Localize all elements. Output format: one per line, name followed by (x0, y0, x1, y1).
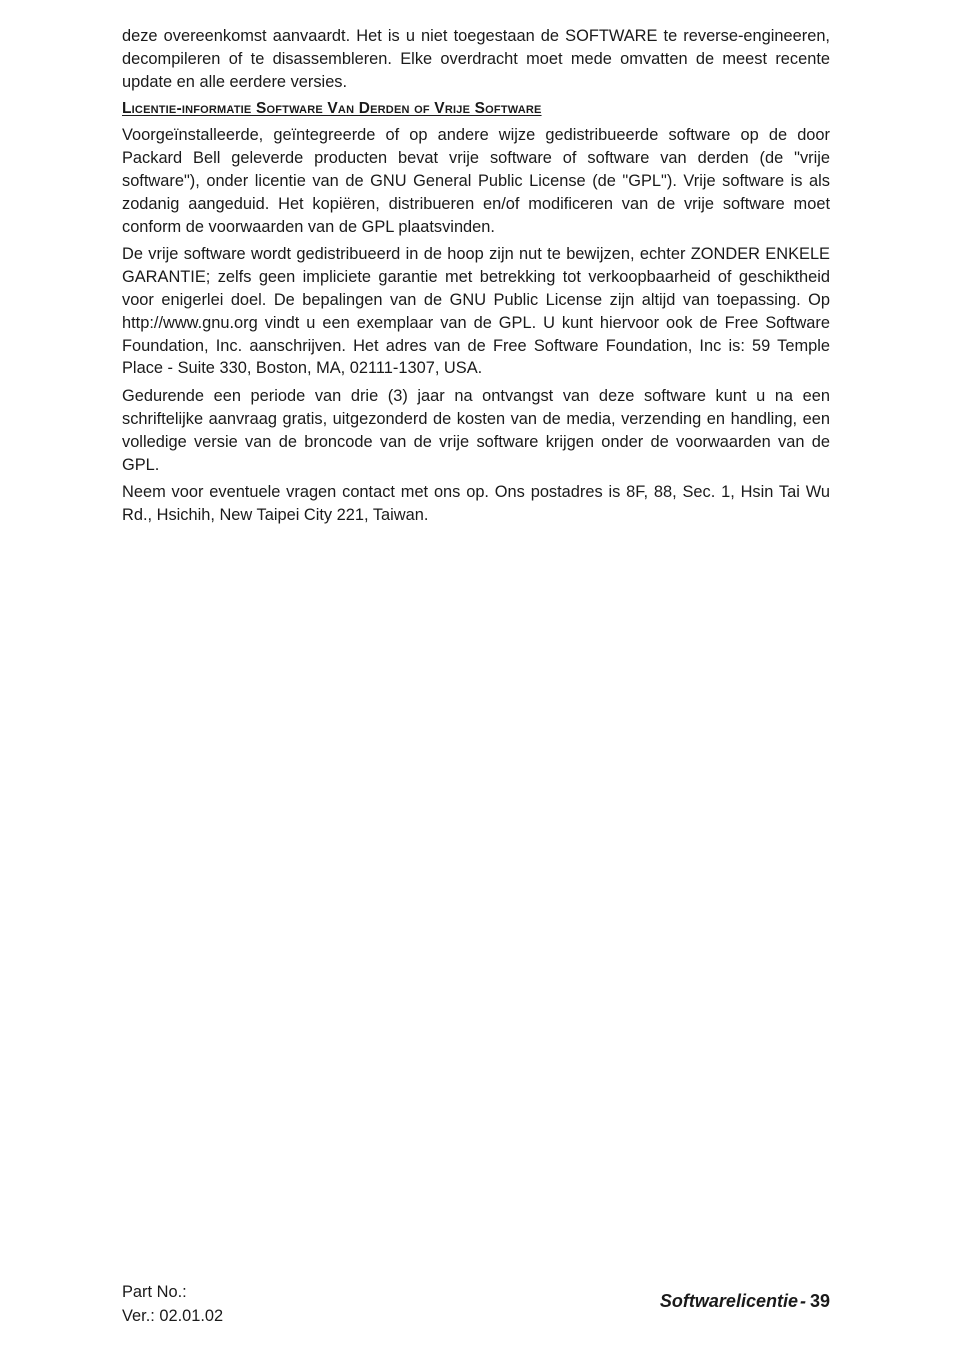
paragraph-source-code-offer: Gedurende een periode van drie (3) jaar na ontvangst van deze software kunt u na een schriftelijke aanvraag gratis, uitgezonderd de kosten van de media, verzending en handling, een volledige versie van de broncode van de vrije software krijgen onder de voorwaarden van de GPL. (122, 387, 830, 474)
paragraph-no-warranty: De vrije software wordt gedistribueerd in de hoop zijn nut te bewijzen, echter ZONDER ENKELE GARANTIE; zelfs geen impliciete garantie met betrekking tot verkoopbaarheid of geschiktheid voor enigerlei doel. De bepalingen van de GNU Public License zijn altijd van toepassing. Op http://www.gnu.org vindt u een exemplaar van de GPL. U kunt hiervoor ook de Free Software Foundation, Inc. aanschrijven. Het adres van de Free Software Foundation, Inc is: 59 Temple Place - Suite 330, Boston, MA, 02111-1307, USA. (122, 245, 830, 378)
page-body (122, 25, 830, 532)
footer-part-info (122, 1281, 223, 1328)
paragraph-preinstalled-software: Voorgeïnstalleerde, geïntegreerde of op andere wijze gedistribueerde software op de door Packard Bell geleverde producten bevat vrije software of software van derden (de "vrije software"), onder licentie van de GNU General Public License (de "GPL"). Vrije software is als zodanig aangeduid. Het kopiëren, distribueren en/of modificeren van de vrije software moet conform de voorwaarden van de GPL plaatsvinden. (122, 126, 830, 236)
footer-page-label (660, 1291, 830, 1312)
version-label: Ver.: 02.01.02 (122, 1306, 224, 1325)
intro-paragraph: deze overeenkomst aanvaardt. Het is u niet toegestaan de SOFTWARE te reverse-engineeren, decompileren of te disassembleren. Elke overdracht moet mede omvatten de meest recente update en alle eerdere versies. (122, 27, 830, 91)
part-number-label: Part No.: (122, 1283, 187, 1301)
footer-separator: - (799, 1291, 806, 1311)
section-heading: Licentie-informatie Software Van Derden of Vrije Software (122, 100, 542, 118)
paragraph-contact: Neem voor eventuele vragen contact met ons op. Ons postadres is 8F, 88, Sec. 1, Hsin Tai Wu Rd., Hsichih, New Taipei City 221, Taiwan. (122, 483, 830, 525)
page-number: 39 (809, 1291, 830, 1311)
footer-section-name: Softwarelicentie (659, 1291, 798, 1311)
